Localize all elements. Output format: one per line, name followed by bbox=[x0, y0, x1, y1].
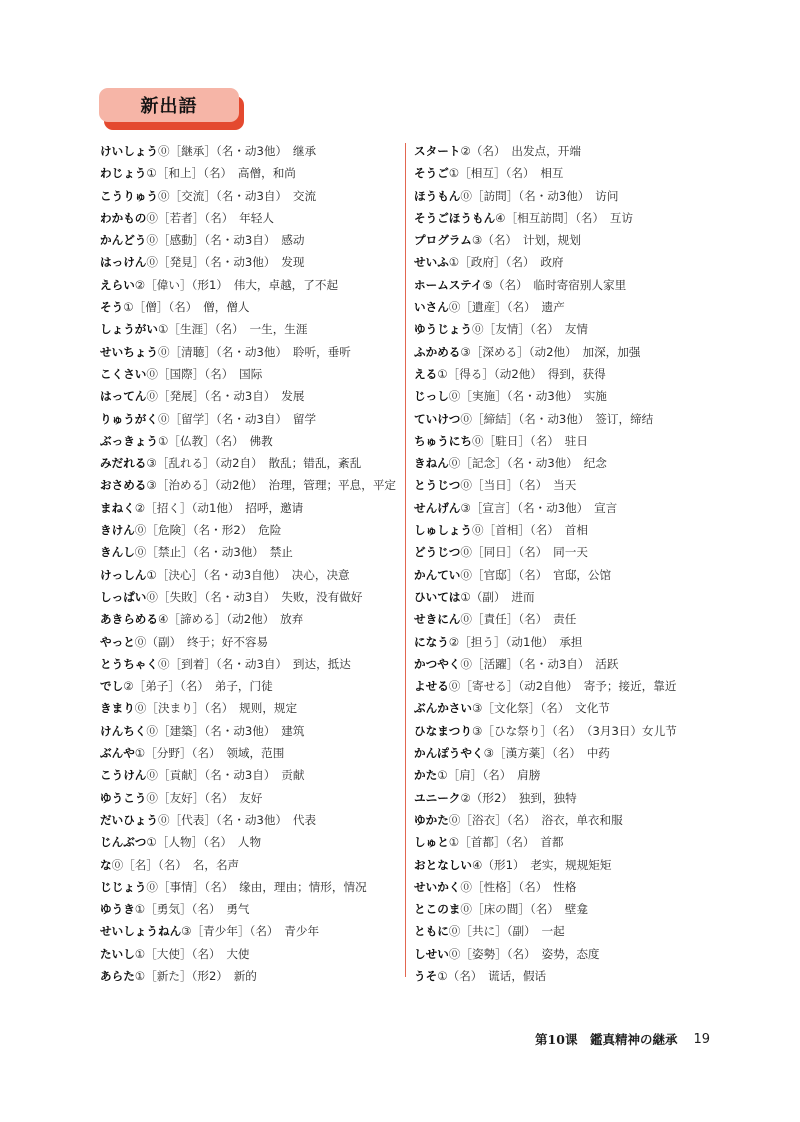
vocab-details: ⓪［建築］（名・动3他） 建筑 bbox=[146, 723, 305, 738]
vocab-reading: せいちょう bbox=[100, 344, 158, 359]
section-title: 新出語 bbox=[99, 88, 239, 122]
vocab-reading: はっけん bbox=[100, 255, 147, 270]
vocab-entry bbox=[414, 296, 704, 318]
vocab-reading: けっしん bbox=[100, 567, 147, 582]
lesson-title: 第10课 鑑真精神の継承 bbox=[535, 1032, 678, 1047]
vocab-entry bbox=[414, 519, 704, 541]
vocab-reading: うそ bbox=[414, 968, 438, 983]
vocab-reading: はってん bbox=[100, 389, 147, 404]
vocab-entry bbox=[414, 943, 704, 965]
vocab-details: ⓪［清聴］（名・动3他） 聆听，垂听 bbox=[157, 344, 351, 359]
vocab-reading: わかもの bbox=[100, 210, 147, 225]
vocab-reading: せんげん bbox=[414, 500, 461, 515]
vocab-details: ④（形1） 老实，规规矩矩 bbox=[471, 857, 612, 872]
vocab-details: ⓪［禁止］（名・动3他） 禁止 bbox=[134, 545, 293, 560]
vocab-details: ⓪［感動］（名・动3自） 感动 bbox=[146, 233, 305, 248]
vocab-entry bbox=[100, 541, 400, 563]
vocab-entry bbox=[100, 162, 400, 184]
vocab-reading: そうご bbox=[414, 166, 449, 181]
vocab-entry bbox=[414, 274, 704, 296]
vocab-entry bbox=[100, 586, 400, 608]
vocab-reading: どうじつ bbox=[414, 545, 461, 560]
vocab-reading: せいかく bbox=[414, 879, 461, 894]
vocab-reading: になう bbox=[414, 634, 449, 649]
vocab-entry bbox=[100, 787, 400, 809]
vocab-entry bbox=[414, 831, 704, 853]
vocab-details: ⓪［床の間］（名） 壁龛 bbox=[460, 902, 588, 917]
vocab-entry bbox=[100, 318, 400, 340]
vocab-entry bbox=[414, 318, 704, 340]
vocab-details: ①［生涯］（名） 一生，生涯 bbox=[157, 322, 308, 337]
vocab-entry bbox=[414, 229, 704, 251]
vocab-reading: けいしょう bbox=[100, 144, 158, 158]
vocab-reading: しょうがい bbox=[100, 322, 158, 337]
vocab-details: ①（名） 谎话，假话 bbox=[437, 968, 547, 983]
vocab-details: ①［人物］（名） 人物 bbox=[146, 835, 262, 850]
vocab-entry bbox=[414, 430, 704, 452]
vocab-reading: ともに bbox=[414, 924, 449, 939]
vocab-details: ②［担う］（动1他） 承担 bbox=[448, 634, 583, 649]
vocab-entry bbox=[100, 564, 400, 586]
vocab-reading: とこのま bbox=[414, 902, 461, 917]
vocab-reading: ユニーク bbox=[414, 790, 461, 805]
vocab-reading: ふかめる bbox=[414, 344, 461, 359]
vocab-details: ⓪［責任］（名） 责任 bbox=[460, 612, 577, 627]
vocab-column-left bbox=[100, 140, 400, 987]
vocab-entry bbox=[100, 697, 400, 719]
vocab-entry bbox=[100, 296, 400, 318]
vocab-details: ⓪［交流］（名・动3自） 交流 bbox=[157, 188, 317, 203]
vocab-details: ⓪［共に］（副） 一起 bbox=[448, 924, 565, 939]
vocab-entry bbox=[100, 854, 400, 876]
vocab-details: ⓪［決まり］（名） 规则，规定 bbox=[134, 701, 298, 716]
vocab-entry bbox=[414, 965, 704, 987]
vocab-details: ⓪［若者］（名） 年轻人 bbox=[146, 210, 274, 225]
vocab-entry bbox=[414, 162, 704, 184]
vocab-reading: ゆうこう bbox=[100, 790, 147, 805]
vocab-reading: きけん bbox=[100, 523, 135, 538]
vocab-reading: とうちゃく bbox=[100, 656, 158, 671]
vocab-reading: せいしょうねん bbox=[100, 924, 182, 939]
vocab-entry bbox=[100, 608, 400, 630]
vocab-details: ⓪［浴衣］（名） 浴衣，单衣和服 bbox=[448, 812, 623, 827]
vocab-details: ⓪［首相］（名） 首相 bbox=[471, 523, 588, 538]
vocab-entry bbox=[414, 341, 704, 363]
vocab-reading: じっし bbox=[414, 389, 449, 404]
vocab-reading: おとなしい bbox=[414, 857, 472, 872]
vocab-details: ①［相互］（名） 相互 bbox=[448, 166, 564, 181]
vocab-reading: こうりゅう bbox=[100, 188, 158, 203]
vocab-details: ③［ひな祭り］（名） （3月3日）女儿节 bbox=[471, 723, 677, 738]
vocab-entry bbox=[414, 787, 704, 809]
vocab-entry bbox=[414, 608, 704, 630]
vocab-details: ⓪［事情］（名） 缘由，理由；情形，情况 bbox=[146, 879, 367, 894]
vocab-details: ⓪［友好］（名） 友好 bbox=[146, 790, 263, 805]
vocab-details: ①［仏教］（名） 佛教 bbox=[157, 433, 273, 448]
vocab-details: ③（名） 计划，规划 bbox=[471, 233, 581, 248]
vocab-entry bbox=[414, 251, 704, 273]
vocab-reading: かんぽうやく bbox=[414, 746, 484, 761]
vocab-details: ③［深める］（动2他） 加深，加强 bbox=[460, 344, 641, 359]
vocab-entry bbox=[100, 408, 400, 430]
vocab-reading: かんどう bbox=[100, 233, 147, 248]
vocab-reading: かつやく bbox=[414, 656, 461, 671]
vocab-entry bbox=[100, 140, 400, 162]
vocab-reading: こくさい bbox=[100, 366, 147, 381]
vocab-details: ⓪［名］（名） 名，名声 bbox=[111, 857, 240, 872]
vocab-reading: ゆうき bbox=[100, 902, 135, 917]
vocab-reading: ほうもん bbox=[414, 188, 461, 203]
vocab-reading: プログラム bbox=[414, 233, 472, 248]
vocab-entry bbox=[100, 341, 400, 363]
vocab-reading: そうごほうもん bbox=[414, 210, 496, 225]
vocab-details: ②（形2） 独到，独特 bbox=[460, 790, 577, 805]
vocab-details: ①［僧］（名） 僧，僧人 bbox=[123, 300, 250, 315]
vocab-entry bbox=[414, 385, 704, 407]
vocab-entry bbox=[100, 519, 400, 541]
vocab-reading: みだれる bbox=[100, 456, 147, 471]
vocab-details: ③［漢方薬］（名） 中药 bbox=[483, 746, 610, 761]
vocab-reading: ゆかた bbox=[414, 812, 449, 827]
vocab-details: ⓪［発展］（名・动3自） 发展 bbox=[146, 389, 305, 404]
vocab-details: ⓪［到着］（名・动3自） 到达，抵达 bbox=[157, 656, 351, 671]
vocab-details: ④［諦める］（动2他） 放弃 bbox=[157, 612, 304, 627]
vocab-entry bbox=[100, 831, 400, 853]
vocab-column-right bbox=[414, 140, 704, 987]
vocab-entry bbox=[414, 541, 704, 563]
vocab-reading: える bbox=[414, 366, 438, 381]
vocab-entry bbox=[414, 653, 704, 675]
vocab-entry bbox=[414, 742, 704, 764]
vocab-details: ③［宣言］（名・动3他） 宣言 bbox=[460, 500, 618, 515]
vocab-entry bbox=[100, 742, 400, 764]
vocab-entry bbox=[100, 809, 400, 831]
vocab-entry bbox=[414, 452, 704, 474]
vocab-details: ⓪［活躍］（名・动3自） 活跃 bbox=[460, 656, 619, 671]
vocab-details: ⓪［寄せる］（动2自他） 寄予；接近，靠近 bbox=[448, 679, 677, 694]
vocab-details: ⓪［訪問］（名・动3他） 访问 bbox=[460, 188, 619, 203]
vocab-details: ⓪［国際］（名） 国际 bbox=[146, 366, 263, 381]
vocab-details: ①［和上］（名） 高僧，和尚 bbox=[146, 166, 296, 181]
vocab-reading: ぶっきょう bbox=[100, 433, 158, 448]
vocab-entry bbox=[414, 140, 704, 162]
vocab-reading: しっぱい bbox=[100, 589, 147, 604]
vocab-entry bbox=[414, 586, 704, 608]
vocab-reading: たいし bbox=[100, 946, 135, 961]
vocab-details: ⓪［性格］（名） 性格 bbox=[460, 879, 577, 894]
vocab-reading: おさめる bbox=[100, 478, 147, 493]
vocab-entry bbox=[414, 920, 704, 942]
vocab-entry bbox=[100, 920, 400, 942]
vocab-reading: きまり bbox=[100, 701, 135, 716]
vocab-details: ⓪［遺産］（名） 遗产 bbox=[448, 300, 565, 315]
vocab-details: ⓪（副） 终于；好不容易 bbox=[134, 634, 269, 649]
vocab-reading: えらい bbox=[100, 277, 135, 292]
vocab-entry bbox=[100, 497, 400, 519]
vocab-details: ③［治める］（动2他） 治理，管理；平息，平定 bbox=[146, 478, 397, 493]
vocab-reading: じんぶつ bbox=[100, 835, 147, 850]
vocab-entry bbox=[100, 251, 400, 273]
vocab-reading: しゅしょう bbox=[414, 523, 472, 538]
vocab-reading: あらた bbox=[100, 968, 135, 983]
vocab-entry bbox=[414, 497, 704, 519]
vocab-entry bbox=[100, 631, 400, 653]
vocab-details: ①［分野］（名） 领域，范围 bbox=[134, 746, 285, 761]
vocab-reading: ホームステイ bbox=[414, 277, 483, 292]
vocab-details: ①［政府］（名） 政府 bbox=[448, 255, 564, 270]
vocab-reading: わじょう bbox=[100, 166, 147, 181]
vocab-details: ⓪［実施］（名・动3他） 实施 bbox=[448, 389, 607, 404]
vocab-entry bbox=[100, 675, 400, 697]
vocab-details: ①［大使］（名） 大使 bbox=[134, 946, 250, 961]
vocab-reading: やっと bbox=[100, 634, 135, 649]
vocab-reading: きんし bbox=[100, 545, 135, 560]
vocab-reading: とうじつ bbox=[414, 478, 461, 493]
vocab-reading: いさん bbox=[414, 300, 449, 315]
vocab-entry bbox=[414, 185, 704, 207]
vocab-entry bbox=[414, 697, 704, 719]
vocab-reading: ぶんや bbox=[100, 746, 135, 761]
vocab-reading: よせる bbox=[414, 679, 449, 694]
vocab-details: ⑤（名） 临时寄宿别人家里 bbox=[482, 277, 627, 292]
vocab-details: ④［相互訪問］（名） 互访 bbox=[495, 210, 634, 225]
vocab-entry bbox=[100, 764, 400, 786]
vocab-entry bbox=[414, 207, 704, 229]
vocab-reading: せきにん bbox=[414, 612, 461, 627]
vocab-details: ②［招く］（动1他） 招呼，邀请 bbox=[134, 500, 304, 515]
vocab-details: ⓪［姿勢］（名） 姿势，态度 bbox=[448, 946, 600, 961]
vocab-entry bbox=[100, 898, 400, 920]
vocab-reading: ゆうじょう bbox=[414, 322, 472, 337]
vocab-reading: そう bbox=[100, 300, 124, 315]
vocab-entry bbox=[100, 430, 400, 452]
vocab-details: ①［新た］（形2） 新的 bbox=[134, 968, 257, 983]
vocab-reading: ちゅうにち bbox=[414, 433, 472, 448]
vocab-reading: りゅうがく bbox=[100, 411, 158, 426]
vocab-entry bbox=[100, 229, 400, 251]
vocab-details: ⓪［発見］（名・动3他） 发现 bbox=[146, 255, 305, 270]
vocab-details: ⓪［失敗］（名・动3自） 失败，没有做好 bbox=[146, 589, 363, 604]
vocab-details: ⓪［貢献］（名・动3自） 贡献 bbox=[146, 768, 305, 783]
vocab-details: ②［偉い］（形1） 伟大，卓越，了不起 bbox=[134, 277, 339, 292]
column-divider bbox=[405, 143, 406, 977]
vocab-reading: でし bbox=[100, 679, 124, 694]
vocab-details: ⓪［記念］（名・动3他） 纪念 bbox=[448, 456, 607, 471]
vocab-reading: かんてい bbox=[414, 567, 461, 582]
vocab-entry bbox=[100, 653, 400, 675]
vocab-entry bbox=[100, 965, 400, 987]
vocab-details: ③［乱れる］（动2自） 散乱；错乱，紊乱 bbox=[146, 456, 362, 471]
vocab-details: ①［決心］（名・动3自他） 决心，决意 bbox=[146, 567, 350, 582]
vocab-entry bbox=[100, 207, 400, 229]
vocab-entry bbox=[100, 943, 400, 965]
vocab-details: ⓪［締結］（名・动3他） 签订，缔结 bbox=[460, 411, 654, 426]
vocab-reading: ひなまつり bbox=[414, 723, 472, 738]
vocab-details: ⓪［代表］（名・动3他） 代表 bbox=[157, 812, 317, 827]
vocab-entry bbox=[100, 274, 400, 296]
vocab-reading: けんちく bbox=[100, 723, 147, 738]
vocab-details: ③［文化祭］（名） 文化节 bbox=[471, 701, 610, 716]
vocab-reading: まねく bbox=[100, 500, 135, 515]
vocab-reading: スタート bbox=[414, 144, 461, 158]
vocab-details: ①［勇気］（名） 勇气 bbox=[134, 902, 250, 917]
vocab-reading: じじょう bbox=[100, 879, 147, 894]
vocab-entry bbox=[100, 452, 400, 474]
vocab-details: ③［青少年］（名） 青少年 bbox=[181, 924, 320, 939]
vocab-entry bbox=[100, 385, 400, 407]
vocab-details: ⓪［友情］（名） 友情 bbox=[471, 322, 588, 337]
vocab-details: ⓪［継承］（名・动3他） 继承 bbox=[157, 144, 317, 158]
vocab-entry bbox=[414, 876, 704, 898]
vocab-reading: ひいては bbox=[414, 589, 461, 604]
vocab-entry bbox=[414, 408, 704, 430]
vocab-details: ②［弟子］（名） 弟子，门徒 bbox=[123, 679, 273, 694]
vocab-reading: かた bbox=[414, 768, 438, 783]
vocab-entry bbox=[414, 474, 704, 496]
vocab-details: ⓪［駐日］（名） 驻日 bbox=[471, 433, 588, 448]
vocab-entry bbox=[414, 809, 704, 831]
vocab-details: ①［首都］（名） 首都 bbox=[448, 835, 564, 850]
vocab-entry bbox=[414, 764, 704, 786]
vocab-details: ⓪［官邸］（名） 官邸，公馆 bbox=[460, 567, 612, 582]
vocab-entry bbox=[414, 564, 704, 586]
vocab-details: ①［肩］（名） 肩膀 bbox=[437, 768, 541, 783]
page-footer bbox=[535, 1030, 710, 1048]
vocab-entry bbox=[100, 185, 400, 207]
vocab-reading: な bbox=[100, 857, 112, 872]
vocab-reading: きねん bbox=[414, 456, 449, 471]
vocab-details: ⓪［当日］（名） 当天 bbox=[460, 478, 577, 493]
vocab-entry bbox=[414, 720, 704, 742]
vocab-entry bbox=[100, 363, 400, 385]
vocab-details: ①［得る］（动2他） 得到，获得 bbox=[437, 366, 606, 381]
vocab-entry bbox=[100, 720, 400, 742]
vocab-details: ②（名） 出发点，开端 bbox=[460, 144, 581, 158]
vocab-reading: ていけつ bbox=[414, 411, 461, 426]
vocab-reading: しせい bbox=[414, 946, 449, 961]
vocab-entry bbox=[414, 631, 704, 653]
vocab-reading: せいふ bbox=[414, 255, 449, 270]
vocab-entry bbox=[414, 854, 704, 876]
vocab-reading: あきらめる bbox=[100, 612, 158, 627]
vocab-entry bbox=[100, 474, 400, 496]
vocab-reading: しゅと bbox=[414, 835, 449, 850]
vocab-details: ⓪［留学］（名・动3自） 留学 bbox=[157, 411, 317, 426]
vocab-entry bbox=[100, 876, 400, 898]
vocab-reading: ぶんかさい bbox=[414, 701, 472, 716]
vocab-reading: だいひょう bbox=[100, 812, 158, 827]
vocab-entry bbox=[414, 675, 704, 697]
vocab-entry bbox=[414, 363, 704, 385]
vocab-reading: こうけん bbox=[100, 768, 147, 783]
vocab-details: ⓪［危険］（名・形2） 危险 bbox=[134, 523, 282, 538]
vocab-details: ①（副） 进而 bbox=[460, 589, 535, 604]
page-number: 19 bbox=[693, 1031, 710, 1047]
vocab-entry bbox=[414, 898, 704, 920]
vocab-details: ⓪［同日］（名） 同一天 bbox=[460, 545, 588, 560]
